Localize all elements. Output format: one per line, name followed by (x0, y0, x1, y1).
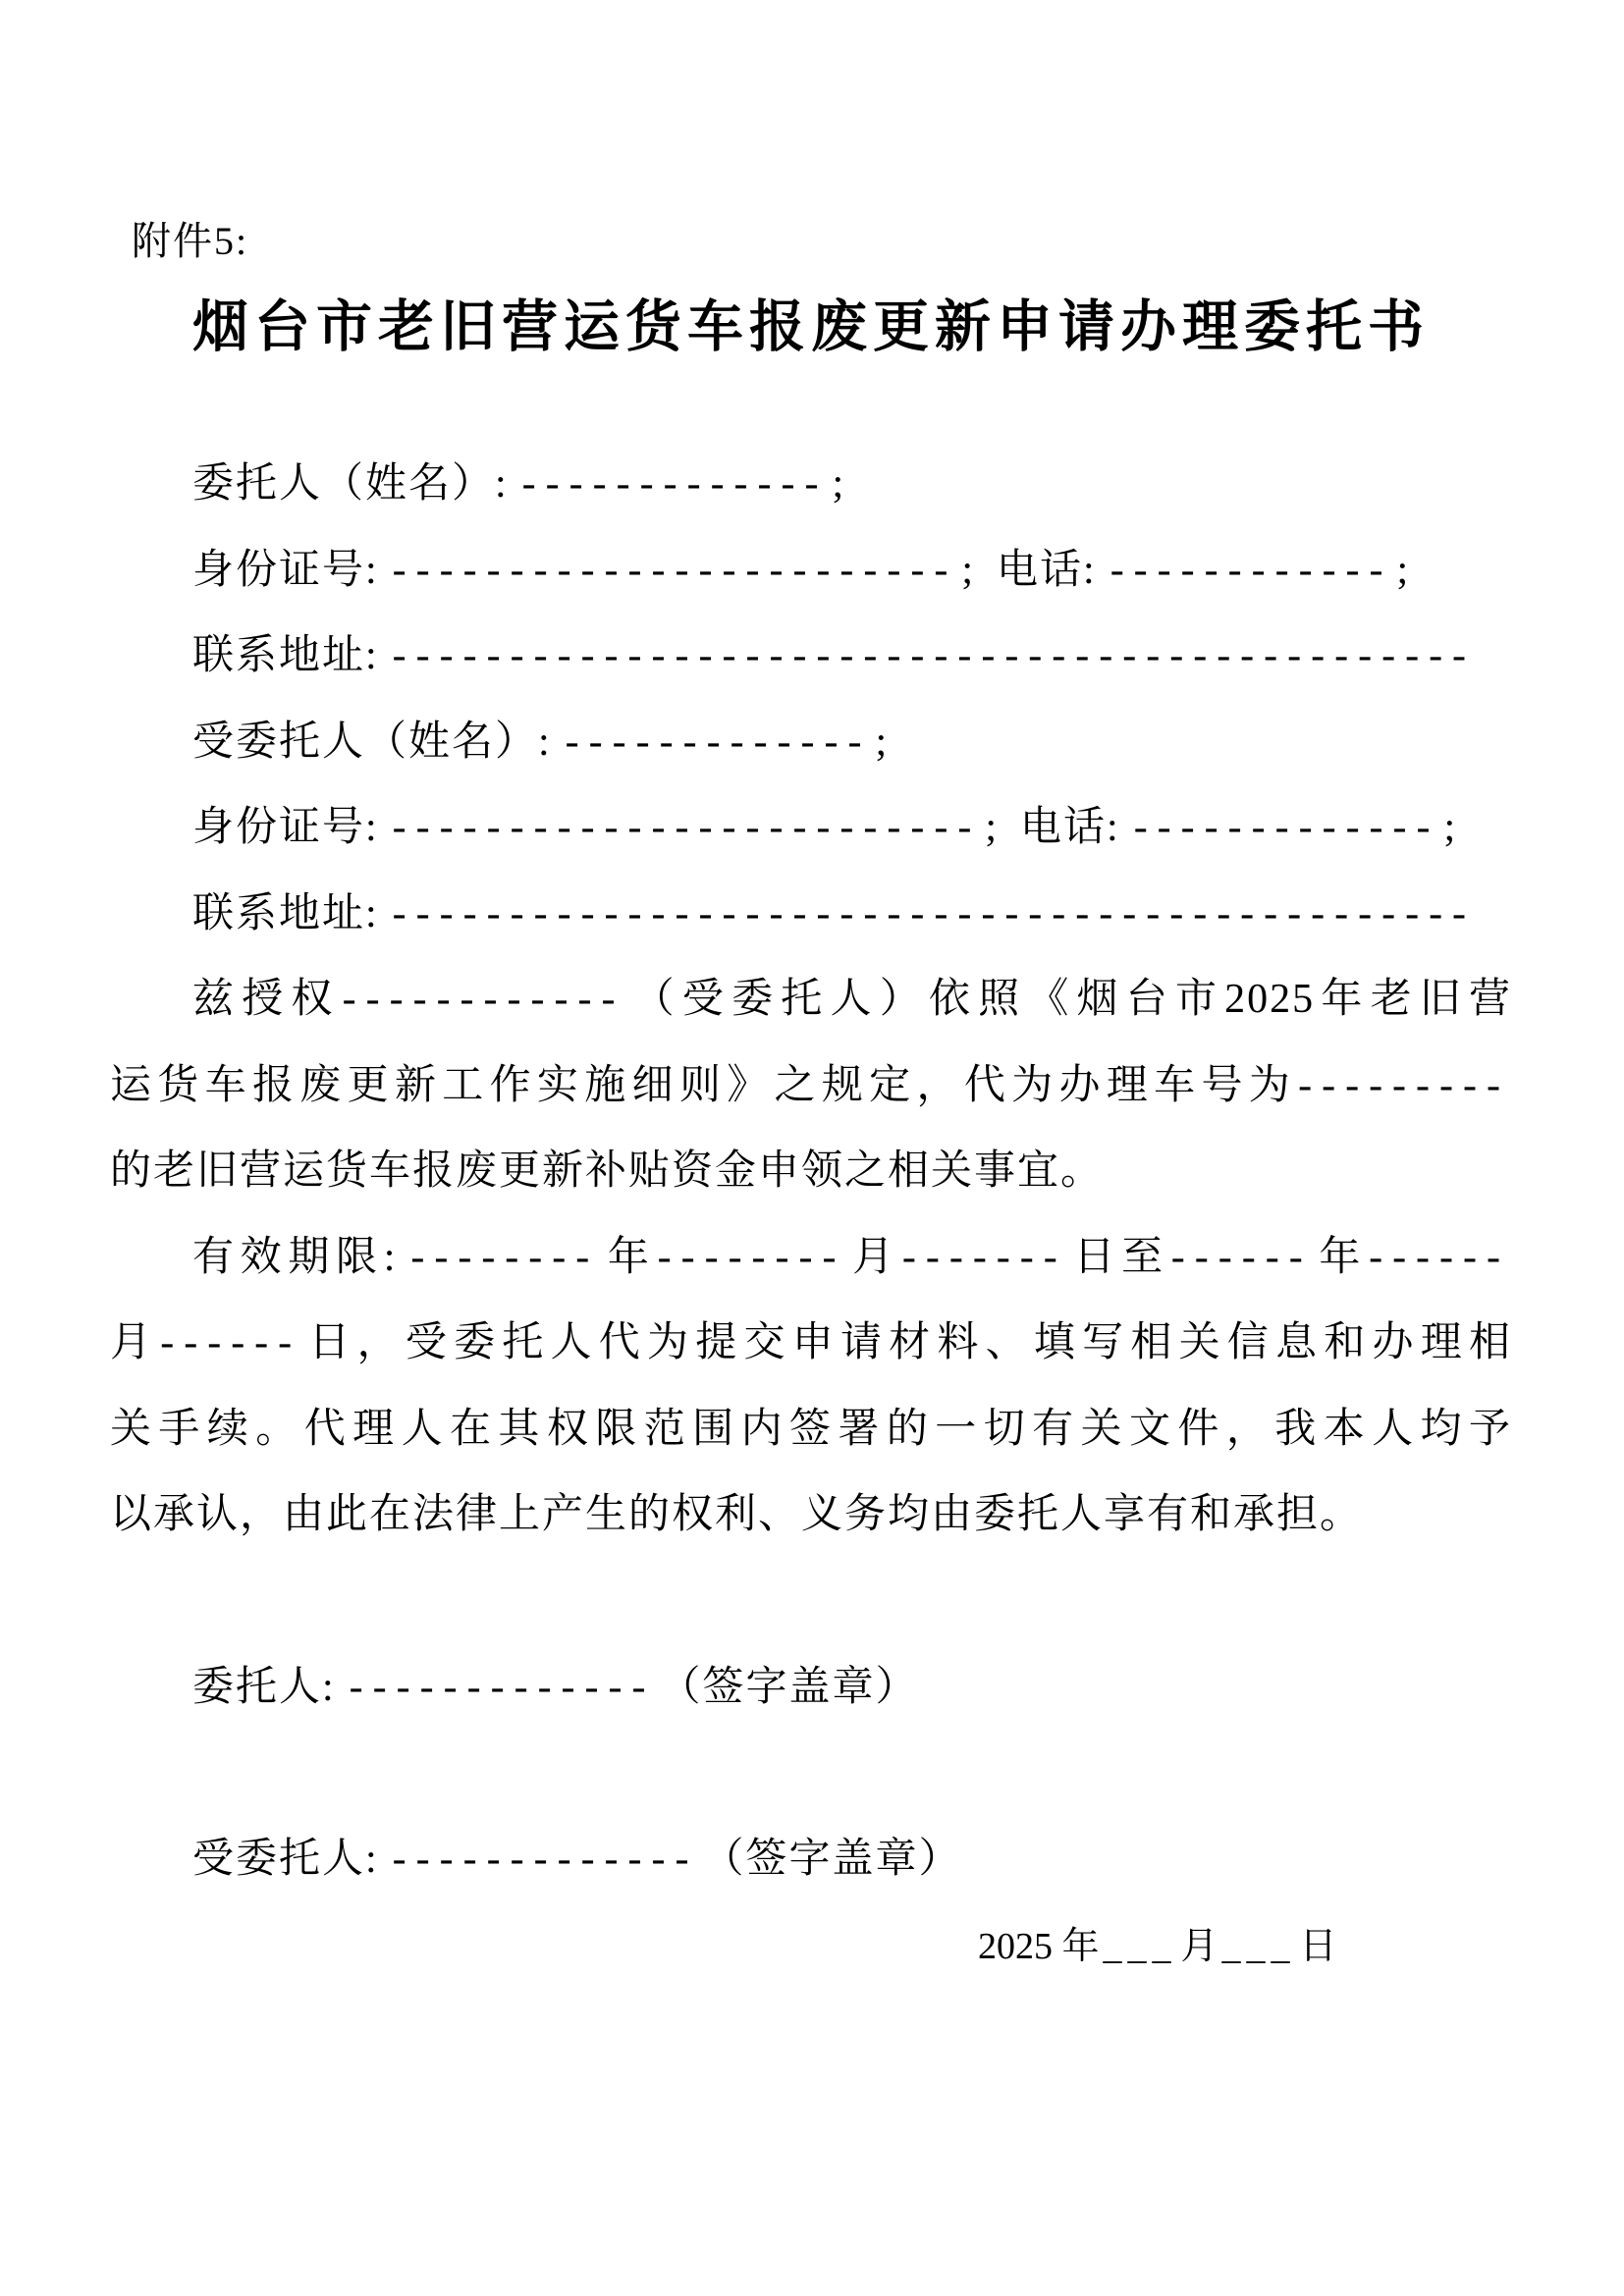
semicolon: ; (985, 805, 1000, 850)
authorization-text-2: 运货车报废更新工作实施细则》之规定，代为办理车号为 (110, 1062, 1297, 1108)
signature-principal-blank: ------------- (349, 1664, 656, 1710)
validity-line-2 (110, 1301, 1512, 1387)
principal-id-blank: ------------------------ (392, 547, 958, 593)
authorization-pre: 兹授权 (192, 977, 341, 1022)
authorization-post: （受委托人）依照《烟台市2025年老旧营 (626, 977, 1512, 1022)
validity-year2-blank: ------ (1170, 1234, 1313, 1280)
semicolon: ; (875, 719, 890, 765)
signature-agent-note: （签字盖章） (702, 1837, 962, 1882)
validity-day1-blank: ------- (901, 1234, 1067, 1280)
principal-id-phone-line (110, 528, 1512, 614)
validity-year1-unit: 年 (603, 1234, 656, 1280)
validity-month2-unit: 月 (110, 1320, 159, 1365)
semicolon: ; (1396, 547, 1411, 593)
agent-id-blank: ------------------------- (392, 805, 982, 850)
signature-agent-line (110, 1817, 1512, 1903)
principal-address-line (110, 614, 1512, 700)
validity-eol-blank: ------ (1369, 1234, 1510, 1280)
principal-name-blank: ------------- (521, 461, 829, 507)
validity-year1-blank: -------- (410, 1234, 600, 1280)
agent-id-phone-line (110, 785, 1512, 872)
agent-id-label: 身份证号: (192, 805, 379, 850)
document-title: 烟台市老旧营运货车报废更新申请办理委托书 (192, 296, 1430, 358)
principal-phone-blank: ------------ (1110, 547, 1393, 593)
authorization-line-3 (110, 1129, 1512, 1215)
principal-address-label: 联系地址: (192, 633, 379, 678)
agent-name-blank: ------------- (565, 719, 872, 765)
agent-address-label: 联系地址: (192, 890, 379, 936)
authorization-line-2 (110, 1043, 1512, 1130)
principal-id-label: 身份证号: (192, 547, 379, 593)
semicolon: ; (961, 547, 976, 593)
signature-principal-note: （签字盖章） (659, 1664, 919, 1710)
principal-name-line (110, 442, 1512, 528)
validity-line-4 (110, 1472, 1512, 1559)
document-body (110, 442, 1512, 1990)
validity-text-2: 日，受委托人代为提交申请材料、填写相关信息和办理相 (303, 1320, 1512, 1365)
date-day-blank: ___ (1221, 1925, 1296, 1967)
authorization-text-3: 的老旧营运货车报废更新补贴资金申领之相关事宜。 (110, 1148, 1105, 1194)
validity-month1-blank: -------- (657, 1234, 846, 1280)
validity-year2-unit: 年 (1314, 1234, 1368, 1280)
plate-number-blank: --------- (1298, 1062, 1510, 1108)
date-day-unit: 日 (1299, 1925, 1337, 1967)
signature-agent-blank: ------------- (392, 1837, 699, 1882)
signature-agent-label: 受委托人: (192, 1837, 379, 1882)
date-line (110, 1903, 1512, 1990)
agent-phone-blank: ------------- (1133, 805, 1440, 850)
validity-month1-unit: 月 (847, 1234, 900, 1280)
date-year: 2025 年 (978, 1925, 1100, 1967)
date-month-unit: 月 (1180, 1925, 1218, 1967)
validity-text-4: 以承认，由此在法律上产生的权利、义务均由委托人享有和承担。 (110, 1492, 1364, 1537)
principal-phone-label: 电话: (997, 547, 1097, 593)
validity-text-3: 关手续。代理人在其权限范围内签署的一切有关文件，我本人均予 (110, 1406, 1512, 1452)
signature-principal-line (110, 1645, 1512, 1732)
authorization-agent-blank: ------------ (342, 977, 625, 1022)
signature-principal-label: 委托人: (192, 1664, 336, 1710)
attachment-label: 附件5: (132, 219, 249, 263)
agent-address-blank: ---------------------------------------------- (392, 890, 1477, 936)
agent-address-line (110, 872, 1512, 958)
validity-line-3 (110, 1387, 1512, 1473)
validity-line-1 (110, 1215, 1512, 1302)
validity-label: 有效期限: (192, 1234, 398, 1280)
principal-address-blank: ---------------------------------------------- (392, 633, 1477, 678)
semicolon: ; (832, 461, 846, 507)
validity-day1-unit: 日至 (1068, 1234, 1169, 1280)
date-month-blank: ___ (1103, 1925, 1177, 1967)
authorization-line-1 (110, 957, 1512, 1043)
principal-name-label: 委托人（姓名）: (192, 461, 509, 507)
semicolon: ; (1443, 805, 1458, 850)
agent-name-line (110, 700, 1512, 786)
validity-day2-blank: ------ (160, 1320, 302, 1365)
agent-name-label: 受委托人（姓名）: (192, 719, 552, 765)
agent-phone-label: 电话: (1020, 805, 1120, 850)
